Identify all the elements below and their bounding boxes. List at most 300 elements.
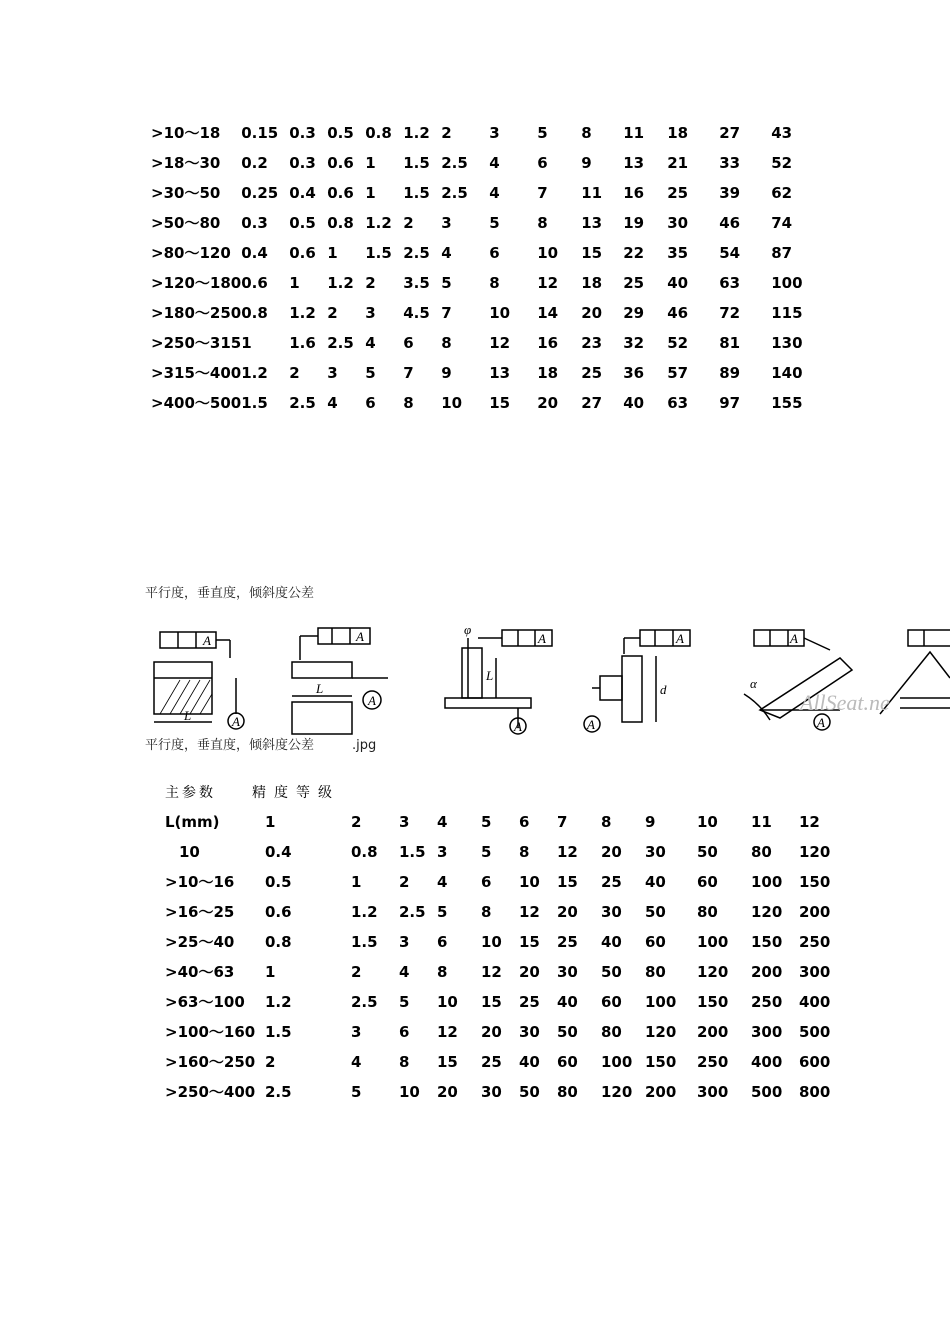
grade-header: 11 (751, 813, 772, 831)
table-cell: 25 (557, 933, 578, 951)
table-cell: 0.4 (289, 184, 316, 202)
row-label: >40～63 (165, 963, 235, 981)
tolerance-table-1 (151, 118, 811, 418)
table-cell: 0.4 (265, 843, 292, 861)
table-cell: 5 (351, 1083, 362, 1101)
table-cell: 5 (365, 364, 376, 382)
table-cell: 1.5 (403, 154, 430, 172)
table-cell: 2 (351, 963, 362, 981)
table-row (151, 358, 811, 388)
table-cell: 1.5 (265, 1023, 292, 1041)
table-cell: 300 (799, 963, 831, 981)
table-cell: 6 (437, 933, 448, 951)
table-cell: 5 (399, 993, 410, 1011)
table-cell: 300 (697, 1083, 729, 1101)
row-label: >10～16 (165, 873, 235, 891)
table-cell: 2 (403, 214, 414, 232)
table-cell: 30 (645, 843, 666, 861)
table-cell: 6 (481, 873, 492, 891)
table-cell: 10 (441, 394, 463, 412)
table-cell: 200 (751, 963, 783, 981)
table-cell: 8 (403, 394, 414, 412)
grade-header: 8 (601, 813, 612, 831)
table-cell: 2 (327, 304, 338, 322)
row-label: >18～30 (151, 154, 221, 172)
table-cell: 12 (437, 1023, 458, 1041)
datum-a-label: A (368, 693, 376, 708)
table-cell: 0.2 (241, 154, 268, 172)
table-cell: 1.5 (351, 933, 378, 951)
table-cell: 29 (623, 304, 645, 322)
table-cell: 600 (799, 1053, 831, 1071)
table-cell: 0.5 (327, 124, 354, 142)
table-cell: 9 (581, 154, 592, 172)
table-cell: 8 (489, 274, 500, 292)
table-cell: 4 (351, 1053, 362, 1071)
table-cell: 25 (601, 873, 622, 891)
length-label: L (316, 681, 324, 696)
row-label: >400～500 (151, 394, 242, 412)
table-cell: 100 (771, 274, 803, 292)
table-cell: 30 (601, 903, 622, 921)
table-cell: 8 (399, 1053, 410, 1071)
table-cell: 120 (601, 1083, 633, 1101)
table-cell: 20 (601, 843, 622, 861)
table-cell: 0.15 (241, 124, 279, 142)
table-cell: 250 (697, 1053, 729, 1071)
table-cell: 50 (645, 903, 666, 921)
table-cell: 13 (581, 214, 603, 232)
row-label: >250～315 (151, 334, 242, 352)
table-cell: 20 (481, 1023, 502, 1041)
table-cell: 9 (441, 364, 452, 382)
table-cell: 20 (557, 903, 578, 921)
table-cell: 18 (581, 274, 603, 292)
table-cell: 8 (519, 843, 530, 861)
length-label: L (486, 668, 494, 683)
grade-header: 12 (799, 813, 820, 831)
table-cell: 0.3 (289, 154, 316, 172)
table-cell: 1.2 (351, 903, 378, 921)
table-cell: 15 (437, 1053, 458, 1071)
table-cell: 8 (581, 124, 592, 142)
header-main-param: 主参数 (165, 785, 216, 801)
table-cell: 13 (623, 154, 645, 172)
table-cell: 40 (519, 1053, 540, 1071)
table-row (151, 238, 811, 268)
row-label: >315～400 (151, 364, 242, 382)
table-cell: 5 (481, 843, 492, 861)
table-cell: 72 (719, 304, 741, 322)
table-cell: 120 (697, 963, 729, 981)
diameter-label: d (660, 682, 667, 697)
table-cell: 2.5 (441, 154, 468, 172)
datum-a-label: A (587, 717, 595, 732)
row-label: >63～100 (165, 993, 245, 1011)
table-cell: 1.2 (403, 124, 430, 142)
table-cell: 4 (365, 334, 376, 352)
table-cell: 3 (437, 843, 448, 861)
table-cell: 7 (441, 304, 452, 322)
table-cell: 15 (581, 244, 603, 262)
tolerance-diagrams-figure (140, 618, 950, 736)
watermark-text: AllSeat.ne (800, 690, 890, 715)
row-label: >250～400 (165, 1083, 256, 1101)
table-cell: 3 (489, 124, 500, 142)
table-cell: 20 (519, 963, 540, 981)
table-cell: 7 (403, 364, 414, 382)
table-cell: 120 (751, 903, 783, 921)
table-cell: 10 (537, 244, 559, 262)
table-cell: 0.6 (265, 903, 292, 921)
table-cell: 1.5 (399, 843, 426, 861)
table-cell: 2.5 (351, 993, 378, 1011)
grade-header: 6 (519, 813, 530, 831)
table-cell: 25 (481, 1053, 502, 1071)
caption-tolerances: 平行度，垂直度，倾斜度公差 (145, 586, 315, 601)
table-row (165, 837, 849, 867)
table-cell: 12 (537, 274, 559, 292)
table-cell: 50 (601, 963, 622, 981)
table-cell: 2 (399, 873, 410, 891)
table-cell: 32 (623, 334, 645, 352)
table-cell: 2.5 (289, 394, 316, 412)
table-cell: 87 (771, 244, 793, 262)
row-label: >80～120 (151, 244, 231, 262)
datum-a-label: A (538, 631, 546, 646)
row-label: >100～160 (165, 1023, 256, 1041)
table-cell: 12 (519, 903, 540, 921)
table-cell: 4 (441, 244, 452, 262)
table-cell: 20 (537, 394, 559, 412)
tolerance-diagrams-svg (140, 618, 950, 736)
table-cell: 1.5 (403, 184, 430, 202)
table-cell: 5 (537, 124, 548, 142)
table-row (165, 1077, 849, 1107)
table-cell: 25 (519, 993, 540, 1011)
table-cell: 43 (771, 124, 793, 142)
table-cell: 80 (557, 1083, 578, 1101)
table-cell: 80 (645, 963, 666, 981)
table-cell: 7 (537, 184, 548, 202)
row-label: >30～50 (151, 184, 221, 202)
table-cell: 2 (265, 1053, 276, 1071)
table-cell: 250 (751, 993, 783, 1011)
table-cell: 1 (241, 334, 252, 352)
table-cell: 200 (799, 903, 831, 921)
table-cell: 130 (771, 334, 803, 352)
datum-a-label: A (790, 631, 798, 646)
header-precision-grade: 精度等级 (252, 785, 340, 801)
table-cell: 40 (557, 993, 578, 1011)
table-cell: 200 (697, 1023, 729, 1041)
table-cell: 0.6 (327, 154, 354, 172)
table-cell: 1.2 (327, 274, 354, 292)
table-row (165, 1017, 849, 1047)
table-cell: 52 (667, 334, 689, 352)
unit-label: L(mm) (165, 813, 220, 831)
table-cell: 4 (399, 963, 410, 981)
table-cell: 250 (799, 933, 831, 951)
table-cell: 500 (751, 1083, 783, 1101)
table-cell: 0.6 (241, 274, 268, 292)
table-cell: 4.5 (403, 304, 430, 322)
table-cell: 155 (771, 394, 803, 412)
table-cell: 10 (437, 993, 458, 1011)
table-cell: 10 (519, 873, 540, 891)
table-cell: 2.5 (403, 244, 430, 262)
table-cell: 25 (667, 184, 689, 202)
table-row (151, 208, 811, 238)
row-label: >160～250 (165, 1053, 256, 1071)
table-cell: 100 (697, 933, 729, 951)
table-cell: 30 (557, 963, 578, 981)
row-label: 10 (179, 843, 200, 861)
table-row (151, 268, 811, 298)
table-cell: 3 (327, 364, 338, 382)
grade-header: 1 (265, 813, 276, 831)
phi-label: φ (464, 622, 472, 637)
grade-header-row (165, 807, 849, 837)
tolerance-table-2 (165, 807, 849, 1107)
table-cell: 8 (437, 963, 448, 981)
table-cell: 0.8 (241, 304, 268, 322)
table-row (165, 987, 849, 1017)
table-row (165, 1047, 849, 1077)
grade-header: 10 (697, 813, 718, 831)
row-label: >10～18 (151, 124, 221, 142)
table-cell: 50 (557, 1023, 578, 1041)
table-cell: 1.5 (365, 244, 392, 262)
table-cell: 2.5 (265, 1083, 292, 1101)
table-cell: 80 (601, 1023, 622, 1041)
table-cell: 1 (289, 274, 300, 292)
table-cell: 15 (481, 993, 502, 1011)
table-cell: 18 (667, 124, 689, 142)
table-cell: 10 (489, 304, 511, 322)
table-cell: 100 (601, 1053, 633, 1071)
table-cell: 3.5 (403, 274, 430, 292)
datum-a-label: A (203, 633, 211, 648)
table-cell: 3 (441, 214, 452, 232)
table-cell: 1.2 (265, 993, 292, 1011)
table-cell: 100 (645, 993, 677, 1011)
table-cell: 54 (719, 244, 741, 262)
table-cell: 40 (667, 274, 689, 292)
table-cell: 74 (771, 214, 793, 232)
table-row (165, 867, 849, 897)
table-cell: 1 (327, 244, 338, 262)
table-cell: 63 (667, 394, 689, 412)
table-cell: 36 (623, 364, 645, 382)
grade-header: 2 (351, 813, 362, 831)
table-cell: 150 (645, 1053, 677, 1071)
table-cell: 140 (771, 364, 803, 382)
table-cell: 0.6 (327, 184, 354, 202)
table-cell: 6 (537, 154, 548, 172)
table-cell: 0.3 (241, 214, 268, 232)
table-cell: 400 (751, 1053, 783, 1071)
table-cell: 3 (399, 933, 410, 951)
table-cell: 50 (519, 1083, 540, 1101)
table-cell: 60 (557, 1053, 578, 1071)
table-cell: 2 (289, 364, 300, 382)
table-cell: 8 (537, 214, 548, 232)
table-cell: 800 (799, 1083, 831, 1101)
table-cell: 10 (399, 1083, 420, 1101)
table-cell: 0.8 (265, 933, 292, 951)
table-row (165, 897, 849, 927)
table-cell: 0.8 (327, 214, 354, 232)
table-cell: 4 (489, 154, 500, 172)
table-cell: 0.5 (265, 873, 292, 891)
table-cell: 0.8 (351, 843, 378, 861)
table-cell: 1.5 (241, 394, 268, 412)
table-cell: 60 (645, 933, 666, 951)
table-cell: 4 (327, 394, 338, 412)
table-cell: 5 (437, 903, 448, 921)
datum-a-label: A (514, 719, 522, 734)
table-cell: 2.5 (441, 184, 468, 202)
table-cell: 4 (437, 873, 448, 891)
table-row (165, 957, 849, 987)
table-cell: 97 (719, 394, 741, 412)
table-cell: 50 (697, 843, 718, 861)
table-cell: 150 (697, 993, 729, 1011)
table-cell: 6 (489, 244, 500, 262)
table-cell: 46 (667, 304, 689, 322)
table-cell: 60 (601, 993, 622, 1011)
table-cell: 12 (489, 334, 511, 352)
table-row (151, 118, 811, 148)
table-row (165, 927, 849, 957)
table-row (151, 298, 811, 328)
table-cell: 200 (645, 1083, 677, 1101)
table-cell: 39 (719, 184, 741, 202)
table-cell: 15 (519, 933, 540, 951)
table-cell: 15 (557, 873, 578, 891)
table-cell: 40 (623, 394, 645, 412)
table-cell: 22 (623, 244, 645, 262)
table-cell: 1 (365, 184, 376, 202)
table-cell: 30 (481, 1083, 502, 1101)
table-cell: 3 (365, 304, 376, 322)
table-cell: 1.2 (365, 214, 392, 232)
table-row (151, 328, 811, 358)
caption-image-ext: .jpg (352, 738, 377, 753)
table-cell: 2.5 (327, 334, 354, 352)
table-cell: 80 (697, 903, 718, 921)
row-label: >180～250 (151, 304, 242, 322)
table-cell: 60 (697, 873, 718, 891)
table-cell: 0.4 (241, 244, 268, 262)
table-cell: 12 (481, 963, 502, 981)
grade-header: 7 (557, 813, 568, 831)
table-cell: 12 (557, 843, 578, 861)
table-cell: 19 (623, 214, 645, 232)
table-cell: 11 (581, 184, 603, 202)
table-cell: 3 (351, 1023, 362, 1041)
row-label: >25～40 (165, 933, 235, 951)
table-cell: 4 (489, 184, 500, 202)
table-cell: 25 (623, 274, 645, 292)
table-cell: 2.5 (399, 903, 426, 921)
table-row (151, 178, 811, 208)
datum-a-label: A (356, 629, 364, 644)
table-cell: 35 (667, 244, 689, 262)
row-label: >16～25 (165, 903, 235, 921)
table-cell: 81 (719, 334, 741, 352)
table-cell: 100 (751, 873, 783, 891)
table-cell: 400 (799, 993, 831, 1011)
table-cell: 5 (441, 274, 452, 292)
table-cell: 500 (799, 1023, 831, 1041)
table-cell: 62 (771, 184, 793, 202)
table-cell: 13 (489, 364, 511, 382)
table-cell: 0.8 (365, 124, 392, 142)
table-cell: 6 (403, 334, 414, 352)
table-cell: 6 (365, 394, 376, 412)
table-cell: 15 (489, 394, 511, 412)
row-label: >120～180 (151, 274, 242, 292)
grade-header: 3 (399, 813, 410, 831)
table-cell: 1 (265, 963, 276, 981)
table-cell: 1.2 (241, 364, 268, 382)
table-cell: 20 (437, 1083, 458, 1101)
datum-a-label: A (676, 631, 684, 646)
table-cell: 33 (719, 154, 741, 172)
grade-header: 5 (481, 813, 492, 831)
grade-header: 9 (645, 813, 656, 831)
table-cell: 10 (481, 933, 502, 951)
table-cell: 16 (623, 184, 645, 202)
table-cell: 27 (581, 394, 603, 412)
table-cell: 0.5 (289, 214, 316, 232)
table-cell: 27 (719, 124, 741, 142)
table-cell: 8 (481, 903, 492, 921)
table-cell: 0.3 (289, 124, 316, 142)
table-cell: 150 (751, 933, 783, 951)
table-cell: 30 (519, 1023, 540, 1041)
table-row (151, 388, 811, 418)
table-cell: 57 (667, 364, 689, 382)
table-cell: 2 (365, 274, 376, 292)
caption-image (145, 734, 376, 753)
datum-a-label: A (817, 715, 825, 730)
row-label: >50～80 (151, 214, 221, 232)
table-cell: 46 (719, 214, 741, 232)
table-cell: 25 (581, 364, 603, 382)
table-cell: 0.25 (241, 184, 279, 202)
table-cell: 18 (537, 364, 559, 382)
table-cell: 0.6 (289, 244, 316, 262)
table-cell: 1 (351, 873, 362, 891)
table-cell: 2 (441, 124, 452, 142)
table-cell: 120 (645, 1023, 677, 1041)
table-cell: 1 (365, 154, 376, 172)
alpha-label: α (750, 676, 757, 691)
table-cell: 63 (719, 274, 741, 292)
table-row (151, 148, 811, 178)
table-cell: 23 (581, 334, 603, 352)
table-cell: 89 (719, 364, 741, 382)
table-cell: 6 (399, 1023, 410, 1041)
table-cell: 80 (751, 843, 772, 861)
table-cell: 1.2 (289, 304, 316, 322)
table-cell: 52 (771, 154, 793, 172)
table-cell: 14 (537, 304, 559, 322)
table-cell: 20 (581, 304, 603, 322)
